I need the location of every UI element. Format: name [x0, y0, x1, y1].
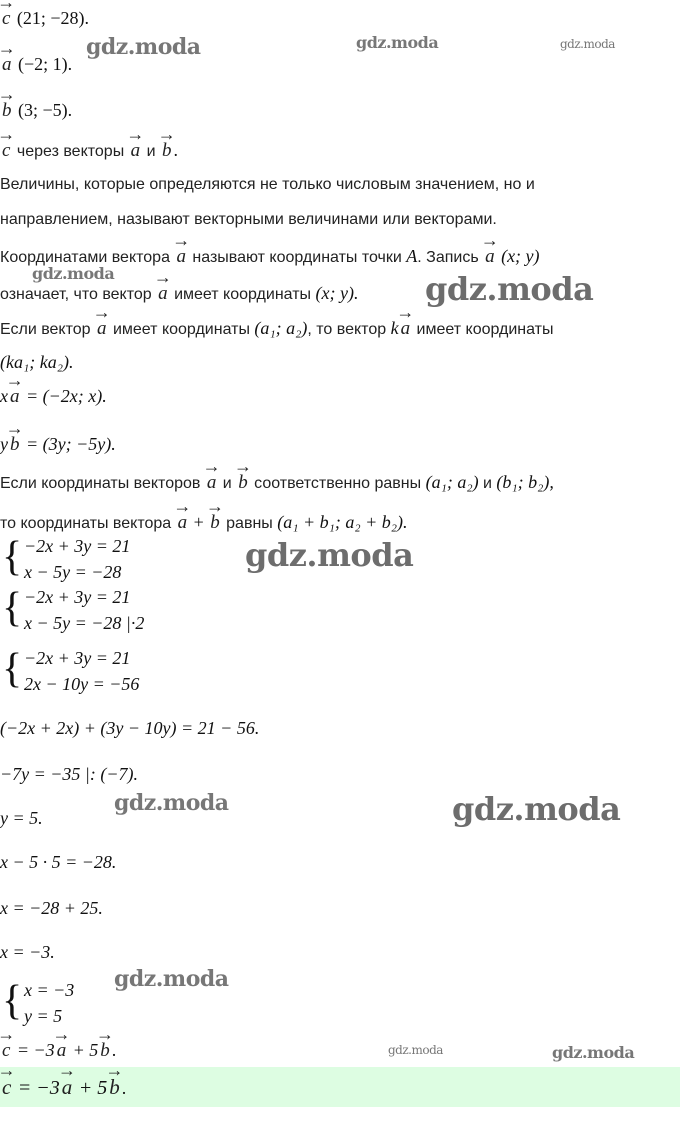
text: Координатами вектора	[0, 249, 170, 266]
watermark: gdz.moda	[114, 966, 229, 992]
text: и	[146, 143, 156, 160]
vector-a: → a	[8, 385, 22, 409]
vector-b: → b	[160, 139, 174, 163]
watermark: gdz.moda	[388, 1043, 443, 1057]
line-c-coords	[0, 6, 89, 32]
brace-icon: {	[2, 646, 23, 692]
formula: k	[390, 318, 399, 338]
vector-c: → c	[0, 1039, 12, 1063]
brace-icon: {	[2, 978, 23, 1024]
system-row: y = 5	[24, 1006, 63, 1026]
watermark: gdz.moda	[114, 790, 229, 816]
watermark: gdz.moda	[245, 536, 414, 574]
final-answer	[0, 1075, 126, 1102]
vector-b: → b	[0, 99, 14, 123]
watermark: gdz.moda	[32, 264, 115, 283]
text: означает, что вектор	[0, 286, 152, 303]
system-row: x = −3	[24, 980, 75, 1000]
formula: y	[0, 434, 8, 454]
text: Если вектор	[0, 321, 91, 338]
formula: x	[0, 386, 8, 406]
formula: .	[111, 1040, 117, 1060]
watermark: gdz.moda	[452, 790, 621, 828]
brace-icon: {	[2, 585, 23, 631]
watermark: gdz.moda	[560, 37, 615, 51]
formula: = (−2x; x).	[25, 386, 107, 406]
text: соответственно равны	[254, 475, 422, 492]
vector-a: → a	[156, 282, 170, 306]
text: то координаты вектора	[0, 515, 172, 532]
vector-a: → a	[60, 1075, 75, 1099]
system-row: 2x − 10y = −56	[24, 674, 140, 694]
vector-a: → a	[205, 471, 219, 495]
equation-2: −7y = −35 |: (−7).	[0, 764, 139, 784]
text: равны	[226, 515, 273, 532]
system-row: x − 5y = −28 |·2	[24, 613, 145, 633]
text: имеет координаты	[416, 321, 554, 338]
system-2	[0, 587, 300, 639]
formula: = (3y; −5y).	[25, 434, 116, 454]
vector-a: → a	[399, 317, 413, 341]
formula: + 5	[72, 1040, 99, 1060]
line-xa	[0, 384, 107, 410]
vector-a: → a	[129, 139, 143, 163]
brace-icon: {	[2, 534, 23, 580]
text: . Запись	[417, 249, 479, 266]
watermark: gdz.moda	[425, 270, 594, 308]
system-3	[0, 648, 300, 700]
watermark: gdz.moda	[86, 34, 201, 60]
vector-a: → a	[176, 511, 190, 535]
watermark: gdz.moda	[552, 1043, 635, 1062]
formula: (a₁; a₂)	[254, 318, 308, 338]
line-b-coords	[0, 98, 72, 124]
formula: .	[121, 1078, 127, 1098]
scalar-line-2: (ka₁; ka₂).	[0, 352, 74, 372]
vector-b: → b	[236, 471, 250, 495]
sum-line-1	[0, 470, 554, 496]
formula: (x; y).	[315, 283, 359, 303]
formula: (b₁; b₂),	[496, 472, 554, 492]
system-row: −2x + 3y = 21	[24, 648, 131, 668]
equation-3: y = 5.	[0, 808, 43, 828]
equation-4: x − 5 · 5 = −28.	[0, 852, 117, 872]
point-label: A	[406, 246, 418, 266]
formula: = −3	[16, 1040, 55, 1060]
formula: (a₁ + b₁; a₂ + b₂).	[277, 512, 408, 532]
text: имеет координаты	[112, 321, 250, 338]
b-coords: (3; −5).	[17, 100, 73, 120]
text: Если координаты векторов	[0, 475, 201, 492]
formula: + 5	[78, 1077, 108, 1099]
equation-1: (−2x + 2x) + (3y − 10y) = 21 − 56.	[0, 718, 260, 738]
text: , то вектор	[307, 321, 387, 338]
formula: (x; y)	[501, 246, 540, 266]
vector-c: → c	[0, 1075, 13, 1099]
line-yb	[0, 432, 116, 458]
vector-b: → b	[8, 433, 22, 457]
text: называют координаты точки	[192, 249, 402, 266]
system-row: −2x + 3y = 21	[24, 587, 131, 607]
system-row: x − 5y = −28	[24, 562, 122, 582]
line-c-through: → c через векторы → a и → b .	[0, 138, 178, 164]
vector-a: → a	[95, 317, 109, 341]
text: имеет координаты	[174, 286, 312, 303]
system-row: −2x + 3y = 21	[24, 536, 131, 556]
vector-a: → a	[174, 245, 188, 269]
plus: +	[193, 512, 204, 532]
scalar-line-1	[0, 316, 554, 342]
formula: (a₁; a₂)	[425, 472, 479, 492]
watermark: gdz.moda	[356, 33, 439, 52]
formula: = −3	[17, 1077, 60, 1099]
definition-line-1: Величины, которые определяются не только числовым значением, но и	[0, 176, 535, 193]
vector-a: → a	[483, 245, 497, 269]
vector-b: → b	[98, 1039, 112, 1063]
c-coords: (21; −28).	[16, 8, 90, 28]
vector-c: → c	[0, 139, 12, 163]
vector-c: → c	[0, 7, 12, 31]
a-coords: (−2; 1).	[17, 54, 73, 74]
text: через векторы	[16, 143, 125, 160]
vector-b: → b	[208, 511, 222, 535]
line-a-coords	[0, 52, 72, 78]
vector-b: → b	[107, 1075, 122, 1099]
text: и	[222, 475, 232, 492]
coord-line-2	[0, 281, 358, 307]
sum-line-2	[0, 510, 408, 536]
vector-a: → a	[0, 53, 14, 77]
equation-5: x = −28 + 25.	[0, 898, 103, 918]
equation-6: x = −3.	[0, 942, 55, 962]
text: и	[483, 475, 492, 492]
vector-a: → a	[55, 1039, 69, 1063]
definition-line-2: направлением, называют векторными величинами или векторами.	[0, 211, 497, 228]
